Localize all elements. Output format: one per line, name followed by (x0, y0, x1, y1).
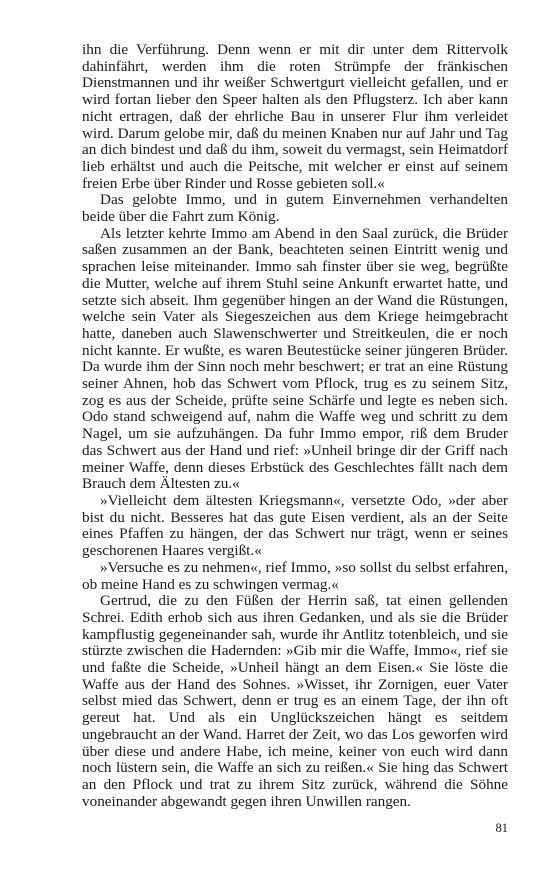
paragraph-immo-challenge: »Versuche es zu nehmen«, rief Immo, »so sollst du selbst erfahren, ob meine Hand es zu schwingen vermag.« (82, 558, 508, 593)
paragraph-continuation: ihn die Verführung. Denn wenn er mit dir unter dem Rittervolk dahinfährt, werden ihm die roten Strümpfe der fränkischen Dienstmannen und ihr weißer Schwertgurt vielleicht gefallen, und er wird fortan lieber den Speer halten als den Pflugsterz. Ich aber kann nicht ertragen, daß der ehrliche Bau in unserer Flur ihm verleidet wird. Darum gelobe mir, daß du meinen Knaben nur auf Jahr und Tag an dich bindest und daß du ihm, soweit du vermagst, sein Heimatdorf lieb erhältst und auch die Peitsche, mit welcher er einst auf seinem freien Erbe über Rinder und Rosse gebieten soll.« (82, 41, 508, 192)
paragraph-gertrud-edith: Gertrud, die zu den Füßen der Herrin saß, tat einen gellenden Schrei. Edith erhob sich aus ihren Gedanken, und als sie die Brüder kampflustig gegeneinander sah, wurde ihr Antlitz totenbleich, und sie stürzte zwischen die Hadernden: »Gib mir die Waffe, Immo«, rief sie und faßte die Scheide, »Unheil hängt an dem Eisen.« Sie löste die Waffe aus der Hand des Sohnes. »Wisset, ihr Zornigen, euer Vater selbst mied das Schwert, denn er trug es an einem Tage, der ihn oft gereut hat. Und als ein Unglückszeichen hängt es seitdem ungebraucht an der Wand. Harret der Zeit, wo das Los geworfen wird über diese und andere Habe, ich meine, keiner von euch wird dann noch lüstern sein, die Waffe an sich zu reißen.« Sie hing das Schwert an den Pflock und trat zu ihrem Sitz zurück, während die Söhne voneinander abgewandt gegen ihren Unwillen rangen. (82, 592, 508, 810)
page-number: 81 (495, 821, 508, 835)
paragraph-immo-return: Als letzter kehrte Immo am Abend in den Saal zurück, die Brüder saßen zusammen an der Bank, beachteten seinen Eintritt wenig und sprachen leise miteinander. Immo sah finster über sie weg, begrüßte die Mutter, welche auf ihrem Stuhl seine Ankunft erwartet hatte, und setzte sich abseit. Ihm gegenüber hingen an der Wand die Rüstungen, welche sein Vater als Siegeszeichen aus dem Kriege heimgebracht hatte, daneben auch Slawenschwerter und Streitkeulen, die er noch nicht kannte. Er wußte, es waren Beutestücke seiner jüngeren Brüder. Da wurde ihm der Sinn noch mehr beschwert; er trat an eine Rüstung seiner Ahnen, hob das Schwert vom Pflock, trug es zu seinem Sitz, zog es aus der Scheide, prüfte seine Schärfe und legte es neben sich. Odo stand schweigend auf, nahm die Waffe weg und schritt zu dem Nagel, um sie aufzuhängen. Da fuhr Immo empor, riß dem Bruder das Schwert aus der Hand und rief: »Unheil bringe dir der Griff nach meiner Waffe, denn dieses Erbstück des Geschlechtes fällt nach dem Brauch dem Ältesten zu.« (82, 224, 508, 493)
paragraph-immo-vow: Das gelobte Immo, und in gutem Einvernehmen verhandelten beide über die Fahrt zum König. (82, 191, 508, 226)
paragraph-odo-reply: »Vielleicht dem ältesten Kriegsmann«, versetzte Odo, »der aber bist du nicht. Besseres hat das gute Eisen verdient, als an der Seite eines Pfaffen zu hängen, der das Schwert nur trägt, wenn er seines geschorenen Haares vergißt.« (82, 491, 508, 560)
body-text (82, 42, 508, 810)
